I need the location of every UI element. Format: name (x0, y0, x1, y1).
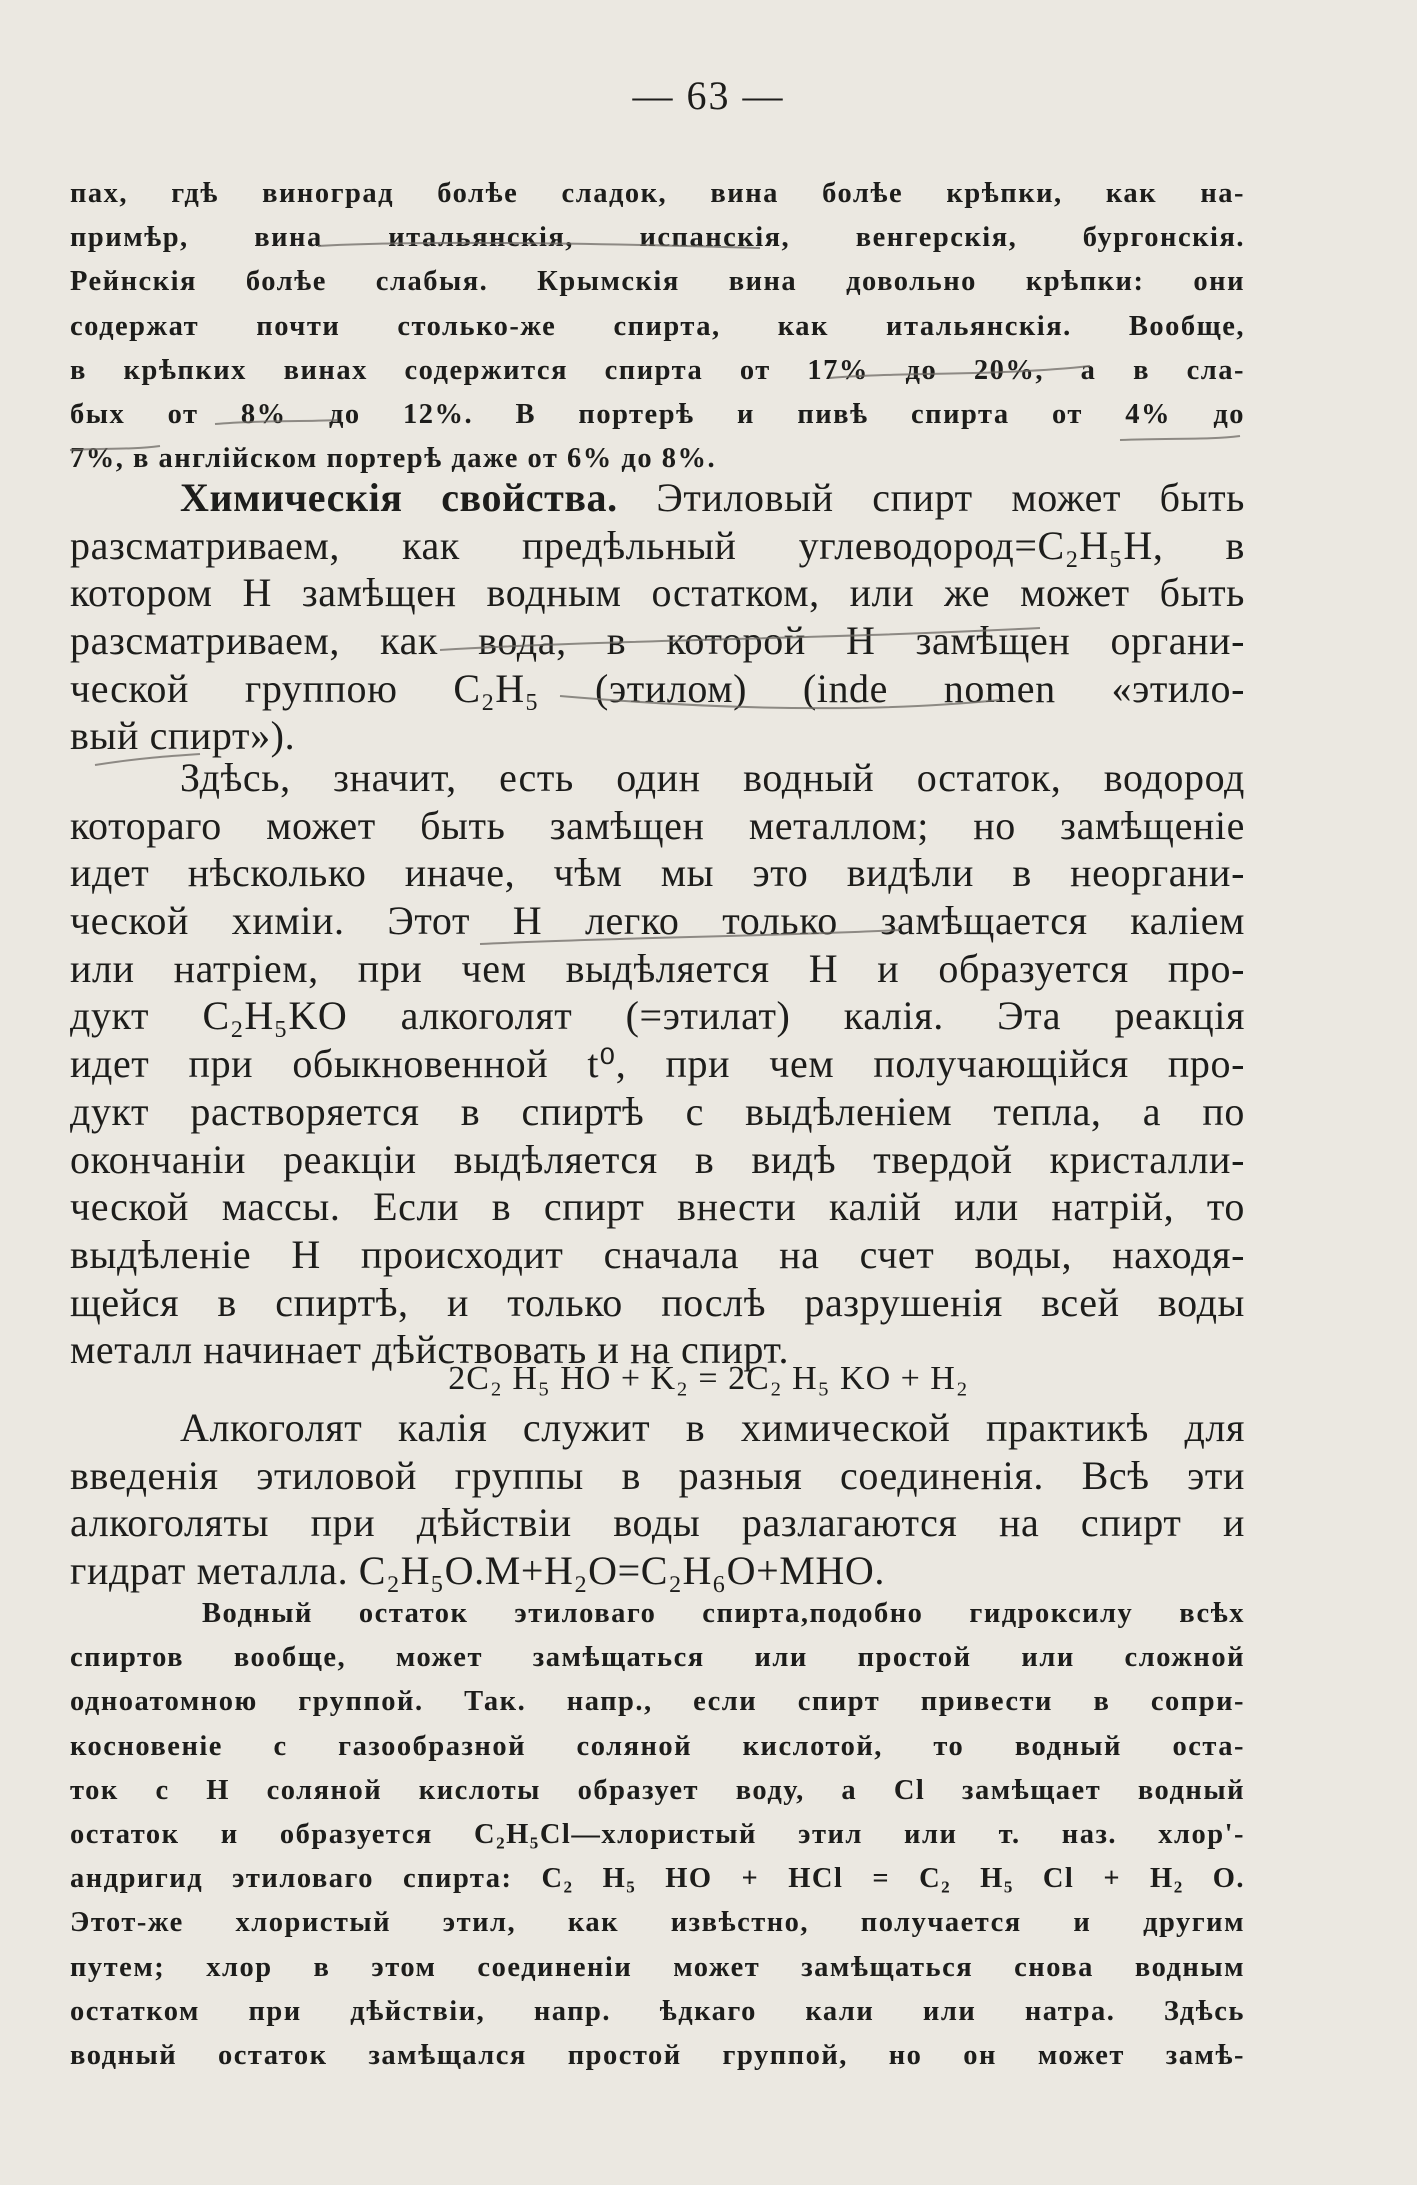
text-line: дукт растворяется в спиртѣ с выдѣленіем тепла, а по (70, 1088, 1245, 1134)
page-number: — 63 — (632, 73, 785, 118)
text-line: андригид этиловаго спирта: C₂ H₅ HO + HCl = C₂ H₅ Cl + H₂ O. (70, 1863, 1245, 1895)
text-line: разсматриваем, как предѣльный углеводород=C₂H₅H, в (70, 522, 1245, 568)
text-line: Рейнскія болѣе слабыя. Крымскія вина довольно крѣпки: они (70, 266, 1245, 298)
text-line: разсматриваем, как вода, в которой H замѣщен органи- (70, 618, 1245, 664)
paragraph-chemical-properties (70, 474, 1245, 760)
text-line: пах, гдѣ виноград болѣе сладок, вина болѣе крѣпки, как на- (70, 178, 1245, 209)
text-line: щейся в спиртѣ, и только послѣ разрушенія всей воды (70, 1279, 1245, 1325)
text-line: остатком при дѣйствіи, напр. ѣдкаго кали или натра. Здѣсь (70, 1995, 1245, 2027)
text-line: выдѣленіе H происходит сначала на счет воды, находя- (70, 1231, 1245, 1277)
text-line: Здѣсь, значит, есть один водный остаток, водород (180, 755, 1245, 800)
text-line: идет при обыкновенной t⁰, при чем получающійся про- (70, 1041, 1245, 1087)
chemical-equation: 2C₂ H₅ HO + K₂ = 2C₂ H₅ KO + H₂ (448, 1360, 969, 1397)
text-line: ческой химіи. Этот H легко только замѣщается каліем (70, 898, 1245, 944)
text-line (70, 474, 1245, 522)
text-line: 7%, в англійском портерѣ даже от 6% до 8%. (70, 443, 717, 475)
text-line: ток с H соляной кислоты образует воду, а Cl замѣщает водный (70, 1774, 1245, 1806)
text-line: котором H замѣщен водным остатком, или же может быть (70, 570, 1245, 616)
text-line: ческой группою C₂H₅ (этилом) (inde nomen «этило- (70, 665, 1245, 711)
text-line: окончаніи реакціи выдѣляется в видѣ твердой кристалли- (70, 1136, 1245, 1182)
paragraph-wine-strength (70, 172, 1245, 481)
text-line: водный остаток замѣщался простой группой, но он может замѣ- (70, 2039, 1245, 2071)
text-line: котораго может быть замѣщен металлом; но замѣщеніе (70, 802, 1245, 848)
text-line: путем; хлор в этом соединеніи может замѣщаться снова водным (70, 1951, 1245, 1983)
text-line: введенія этиловой группы в разныя соединенія. Всѣ эти (70, 1452, 1245, 1498)
text-line: гидрат металла. C₂H₅O.M+H₂O=C₂H₆O+MHO. (70, 1548, 885, 1594)
text-line: одноатомною группой. Так. напр., если спирт привести в сопри- (70, 1686, 1245, 1718)
paragraph-substitution (70, 754, 1245, 1374)
text-line: остаток и образуется C₂H₅Cl—хлористый этил или т. наз. хлор'- (70, 1818, 1245, 1850)
text-line: бых от 8% до 12%. В портерѣ и пивѣ спирта от 4% до (70, 398, 1245, 430)
text-line: в крѣпких винах содержится спирта от 17% до 20%, а в сла- (70, 354, 1245, 386)
text-line: вый спирт»). (70, 713, 296, 759)
paragraph-hydroxyl-substitution (70, 1592, 1245, 2078)
text-line: ческой массы. Если в спирт внести калій или натрій, то (70, 1184, 1245, 1230)
text-line: или натріем, при чем выдѣляется H и образуется про- (70, 945, 1245, 991)
text-line: косновеніе с газообразной соляной кислотой, то водный оста- (70, 1730, 1245, 1762)
text-run: Этиловый спирт может быть (617, 475, 1245, 520)
paragraph-alcoholates (70, 1404, 1245, 1595)
text-line: Водный остаток этиловаго спирта,подобно гидроксилу всѣх (202, 1598, 1245, 1629)
text-line: примѣр, вина итальянскія, испанскія, венгерскія, бургонскія. (70, 222, 1245, 254)
text-line: Алкоголят калія служит в химической практикѣ для (180, 1405, 1245, 1450)
text-line: металл начинает дѣйствовать и на спирт. (70, 1327, 790, 1373)
text-line: алкоголяты при дѣйствіи воды разлагаются на спирт и (70, 1500, 1245, 1546)
text-line: содержат почти столько-же спирта, как итальянскія. Вообще, (70, 310, 1245, 342)
text-line: идет нѣсколько иначе, чѣм мы это видѣли в неоргани- (70, 850, 1245, 896)
text-line: дукт C₂H₅KO алкоголят (=этилат) калія. Эта реакція (70, 993, 1245, 1039)
text-line: спиртов вообще, может замѣщаться или простой или сложной (70, 1642, 1245, 1674)
section-heading: Химическія свойства. (180, 475, 618, 520)
text-line: Этот-же хлористый этил, как извѣстно, получается и другим (70, 1907, 1245, 1939)
